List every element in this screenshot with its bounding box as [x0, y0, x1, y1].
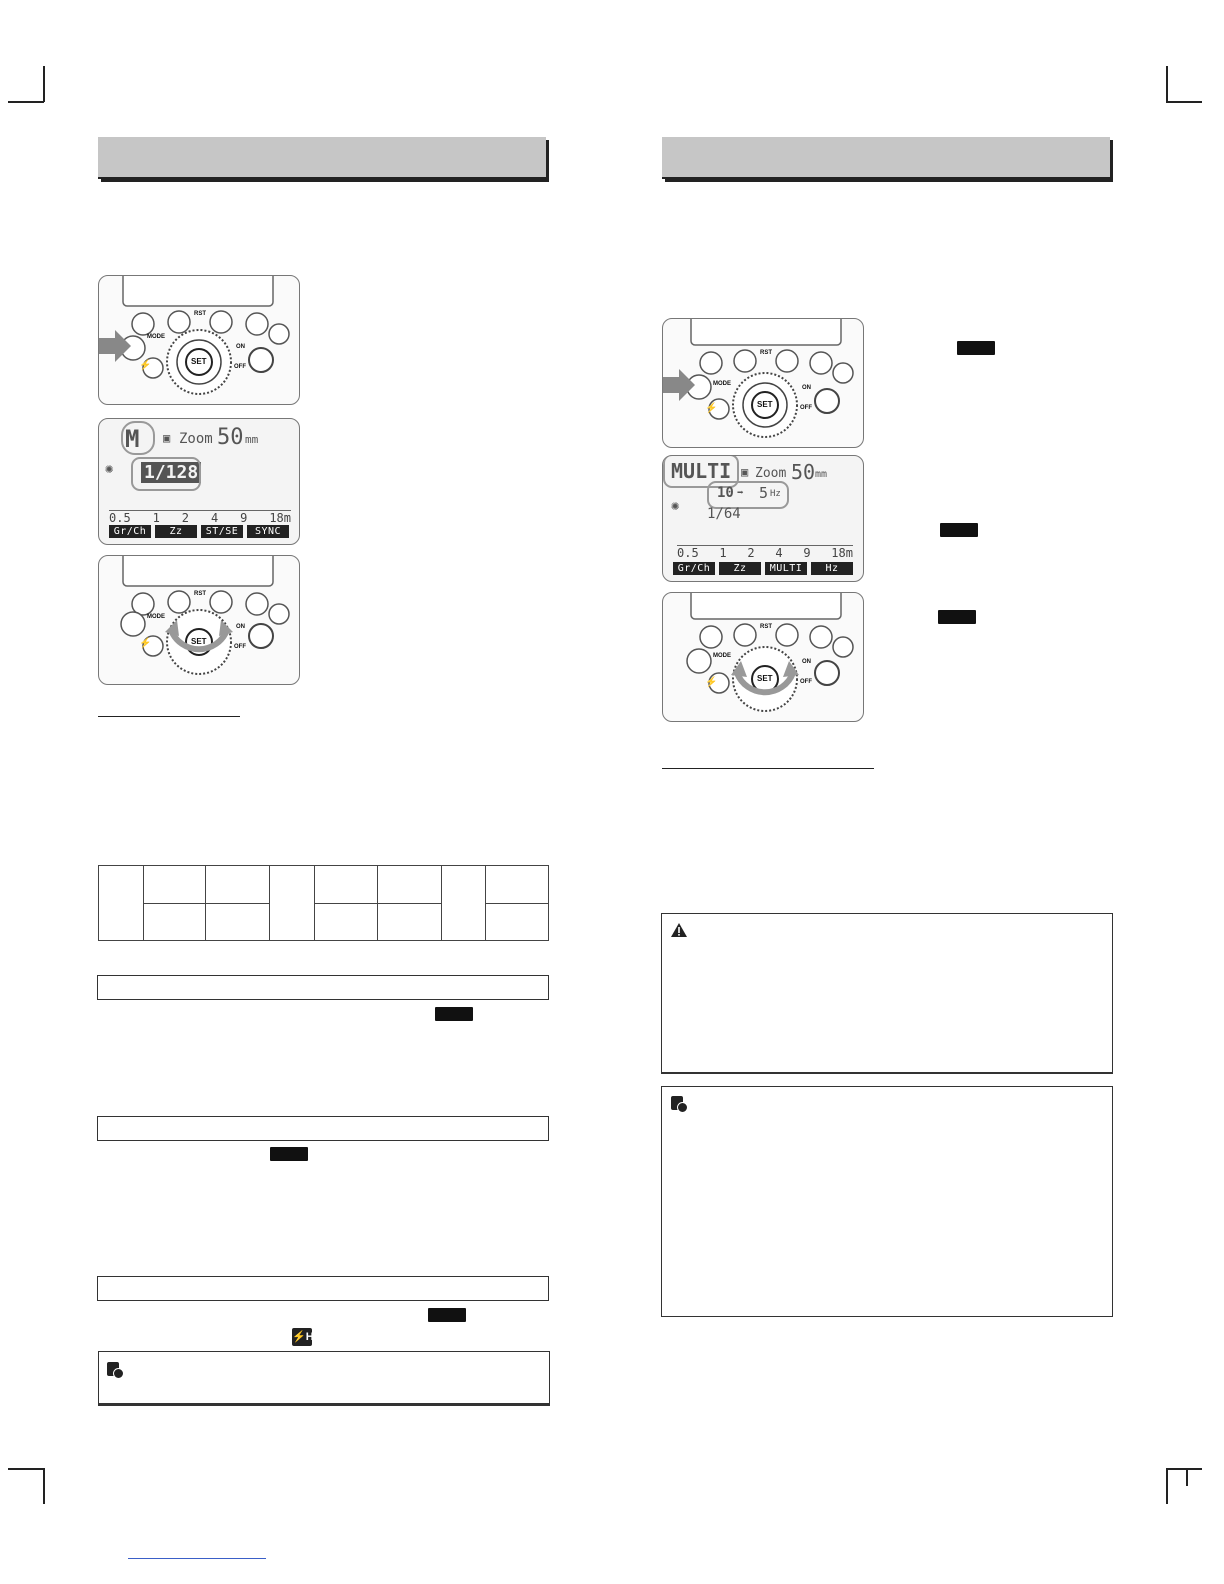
right-section-underline — [662, 768, 874, 769]
r-func-2: Zz — [719, 562, 761, 575]
r-lcd-frequency-unit: Hz — [770, 489, 781, 499]
r-mode-label: MODE — [713, 381, 731, 387]
button-chip-3 — [428, 1308, 466, 1322]
on-label-2: ON — [236, 624, 245, 630]
table-cell — [206, 903, 270, 941]
left-lcd-display — [98, 418, 300, 545]
flash-icon-2: ⚡ — [139, 638, 152, 649]
right-device-mode-illustration — [662, 318, 864, 448]
r-scale-5: 18m — [831, 546, 853, 560]
set-label: SET — [191, 357, 207, 366]
left-section-underline — [98, 716, 240, 717]
table-cell — [378, 866, 442, 904]
r-note-icon — [671, 1096, 683, 1110]
r-scale-0: 0.5 — [677, 546, 699, 560]
button-chip-1 — [435, 1007, 473, 1021]
r-note-icon-dot — [677, 1102, 688, 1113]
r-scale-3: 4 — [775, 546, 783, 560]
r-set-label: SET — [757, 400, 773, 409]
table-cell — [314, 866, 378, 904]
lcd-mode: M — [125, 425, 140, 453]
r-lcd-power: 1/64 — [707, 506, 741, 522]
crop-mark-tr-h — [1166, 101, 1202, 103]
r-lcd-times: 10 — [717, 485, 734, 501]
flash-icon: ⚡ — [139, 360, 152, 371]
rst-label: RST — [194, 311, 206, 317]
r-zoom-icon: ▣ — [741, 465, 749, 479]
r-on-label-2: ON — [802, 659, 811, 665]
note-icon-dot — [113, 1368, 124, 1379]
mode-highlight — [121, 421, 155, 455]
r-lcd-zoom-label: Zoom — [755, 466, 787, 481]
scale-3: 4 — [210, 511, 219, 525]
scale-1: 1 — [152, 511, 160, 525]
left-device-mode-illustration — [98, 275, 300, 405]
subsection-header-box-1 — [97, 975, 549, 1000]
right-section-title-bar — [662, 137, 1110, 179]
right-lcd-display — [662, 455, 864, 582]
func-1: Gr/Ch — [109, 525, 151, 538]
on-label: ON — [236, 344, 245, 350]
left-note-box — [98, 1351, 550, 1406]
lcd-zoom-value: 50 — [217, 425, 244, 450]
table-cell — [143, 866, 206, 904]
crop-mark-bl-h — [8, 1468, 44, 1470]
caution-box — [661, 913, 1113, 1074]
right-device-dial-illustration — [662, 592, 864, 722]
func-3: ST/SE — [201, 525, 243, 538]
left-device-dial-illustration — [98, 555, 300, 685]
crop-mark-tl-v — [43, 66, 45, 102]
off-label-2: OFF — [234, 644, 246, 650]
function-labels — [109, 525, 289, 538]
button-chip-2 — [270, 1147, 308, 1161]
r-lcd-frequency: 5 — [759, 484, 769, 502]
left-section-title-bar — [98, 137, 546, 179]
r-button-chip-2 — [940, 523, 978, 537]
r-off-label: OFF — [800, 405, 812, 411]
crop-mark-tl-h — [8, 101, 44, 103]
r-distance-scale — [677, 546, 853, 560]
set-label-2: SET — [191, 637, 207, 646]
right-note-box — [661, 1086, 1113, 1317]
scale-4: 9 — [240, 511, 248, 525]
table-cell — [378, 903, 442, 941]
lcd-zoom-unit: mm — [245, 433, 259, 446]
scale-0: 0.5 — [109, 511, 131, 525]
r-flash-head-icon: ✺ — [671, 498, 680, 514]
r-button-chip-1 — [957, 341, 995, 355]
r-func-4: Hz — [811, 562, 853, 575]
r-lcd-zoom-value: 50 — [791, 460, 816, 484]
table-cell — [269, 866, 314, 941]
table-cell — [99, 866, 144, 941]
r-mode-label-2: MODE — [713, 653, 731, 659]
note-icon — [107, 1362, 119, 1376]
guide-number-table — [98, 865, 549, 941]
crop-mark-br-v — [1166, 1468, 1168, 1504]
table-cell — [314, 903, 378, 941]
rst-label-2: RST — [194, 591, 206, 597]
table-cell — [143, 903, 206, 941]
r-scale-1: 1 — [719, 546, 727, 560]
r-scale-4: 9 — [803, 546, 811, 560]
zoom-icon: ▣ — [163, 431, 171, 445]
crop-mark-br-v2 — [1186, 1468, 1188, 1486]
r-times-arrow-icon: ➡ — [737, 486, 744, 499]
crop-mark-br-h — [1166, 1468, 1202, 1470]
subsection-header-box-3 — [97, 1276, 549, 1301]
func-2: Zz — [155, 525, 197, 538]
subsection-header-box-2 — [97, 1116, 549, 1141]
r-on-label: ON — [802, 385, 811, 391]
r-rst-label: RST — [760, 350, 772, 356]
power-highlight — [131, 457, 201, 491]
crop-mark-bl-v — [43, 1468, 45, 1504]
r-function-labels — [673, 562, 853, 575]
footer-link-underline — [128, 1558, 266, 1559]
r-flash-icon: ⚡ — [705, 403, 718, 414]
r-set-label-2: SET — [757, 674, 773, 683]
func-4: SYNC — [247, 525, 289, 538]
off-label: OFF — [234, 364, 246, 370]
table-cell — [441, 866, 486, 941]
scale-2: 2 — [181, 511, 190, 525]
scale-5: 18m — [269, 511, 291, 525]
mode-label: MODE — [147, 334, 165, 340]
flash-head-icon: ✺ — [105, 461, 114, 477]
lcd-power: 1/128 — [141, 462, 201, 483]
r-flash-icon-2: ⚡ — [705, 677, 718, 688]
table-cell — [486, 903, 549, 941]
table-cell — [206, 866, 270, 904]
r-button-chip-3 — [938, 610, 976, 624]
warning-icon — [670, 922, 688, 938]
r-func-1: Gr/Ch — [673, 562, 715, 575]
table-cell — [486, 866, 549, 904]
r-scale-2: 2 — [747, 546, 755, 560]
r-func-3: MULTI — [765, 562, 807, 575]
lcd-zoom-label: Zoom — [179, 431, 213, 447]
high-speed-sync-icon: ⚡H — [292, 1328, 312, 1346]
mode-label-2: MODE — [147, 614, 165, 620]
crop-mark-tr-v — [1166, 66, 1168, 102]
r-lcd-zoom-unit: mm — [815, 469, 828, 480]
distance-scale — [109, 511, 291, 525]
r-lcd-mode: MULTI — [671, 459, 732, 483]
r-rst-label-2: RST — [760, 624, 772, 630]
r-off-label-2: OFF — [800, 679, 812, 685]
